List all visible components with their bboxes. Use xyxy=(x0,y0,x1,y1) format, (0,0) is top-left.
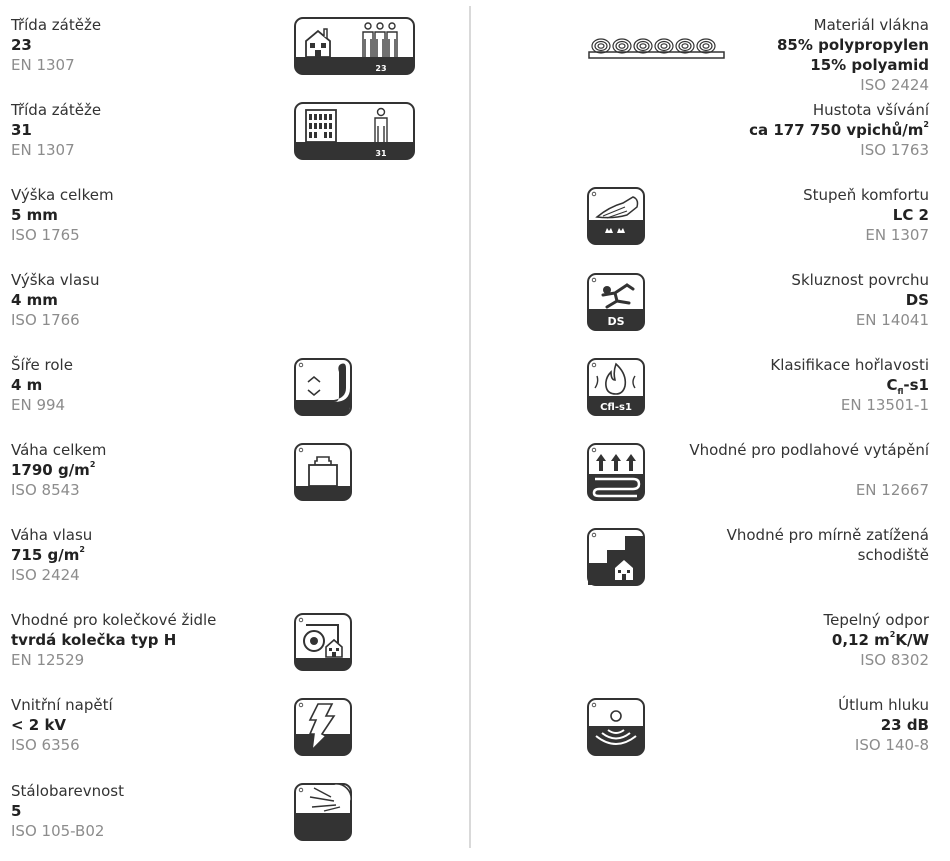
spec-fire-class xyxy=(770,355,929,415)
spec-standard: ISO 6356 xyxy=(11,736,80,754)
spec-total-height xyxy=(11,185,114,245)
fire-class-icon xyxy=(587,358,645,416)
spec-standard: EN 1307 xyxy=(865,226,929,244)
spec-value: 23 dB xyxy=(880,716,929,734)
spec-standard: ISO 2424 xyxy=(860,76,929,94)
spec-value: 31 xyxy=(11,121,32,139)
spec-pile-weight xyxy=(11,525,92,585)
spec-label: Vhodné pro kolečkové židle xyxy=(11,611,217,629)
spec-stairs xyxy=(727,525,929,565)
spec-value: 1790 $g/m^2$ xyxy=(11,460,96,479)
spec-comfort-level xyxy=(803,185,929,245)
column-divider xyxy=(469,6,471,848)
spec-value: 0,12 $m^2K/W$ xyxy=(831,630,929,649)
comfort-icon xyxy=(587,187,645,245)
spec-label: Třída zátěže xyxy=(11,101,102,119)
spec-standard: ISO 140-8 xyxy=(854,736,929,754)
spec-label: Výška celkem xyxy=(11,186,114,204)
spec-standard: EN 14041 xyxy=(855,311,929,329)
spec-value: 4 m xyxy=(11,376,43,394)
spec-use-class-residential xyxy=(11,15,101,75)
use-class-number: 31 xyxy=(375,149,387,158)
roll-width-icon xyxy=(294,358,352,416)
spec-standard: EN 1307 xyxy=(11,141,75,159)
spec-label: Šíře role xyxy=(11,356,73,374)
spec-value: 5 xyxy=(11,802,22,820)
spec-castor-chair xyxy=(11,610,216,670)
spec-label: Třída zátěže xyxy=(11,16,102,34)
underfloor-heating-icon xyxy=(587,443,645,501)
spec-value: 715 $g/m^2$ xyxy=(11,545,85,564)
commercial-use-class-icon xyxy=(294,102,415,160)
spec-standard: ISO 2424 xyxy=(11,566,80,584)
spec-total-weight xyxy=(11,440,106,500)
fire-class-text: Cfl-s1 xyxy=(600,402,632,413)
spec-label: Stupeň komfortu xyxy=(803,186,929,204)
stairs-icon xyxy=(587,528,645,586)
spec-value: ca 177 750 vpichů/$m^2$ xyxy=(749,120,929,139)
spec-standard: ISO 8302 xyxy=(860,651,929,669)
spec-standard: ISO 1766 xyxy=(11,311,80,329)
spec-value: tvrdá kolečka typ H xyxy=(11,631,177,649)
spec-value: DS xyxy=(905,291,929,309)
spec-standard: ISO 1765 xyxy=(11,226,80,244)
spec-label: Materiál vlákna xyxy=(813,16,929,34)
spec-standard: EN 12667 xyxy=(855,481,929,499)
spec-standard: ISO 8543 xyxy=(11,481,80,499)
spec-standard: EN 13501-1 xyxy=(840,396,929,414)
spec-label: Vhodné pro mírně zatížená xyxy=(726,526,929,544)
fiber-loops-icon xyxy=(588,30,725,62)
residential-use-class-icon xyxy=(294,17,415,75)
spec-label-secondary: schodiště xyxy=(857,546,929,564)
spec-value: $C_{fl}-s1$ xyxy=(886,376,929,396)
spec-label: Vhodné pro podlahové vytápění xyxy=(689,441,929,459)
spec-label: Útlum hluku xyxy=(838,696,929,714)
spec-label: Vnitřní napětí xyxy=(11,696,113,714)
spec-value: 23 xyxy=(11,36,32,54)
spec-standard: EN 1307 xyxy=(11,56,75,74)
spec-use-class-commercial xyxy=(11,100,101,160)
spec-color-fastness xyxy=(11,781,124,841)
spec-tuft-density xyxy=(749,100,929,160)
spec-value: LC 2 xyxy=(892,206,929,224)
spec-value: < 2 kV xyxy=(11,716,67,734)
spec-value-secondary: 15% polyamid xyxy=(810,56,929,74)
spec-label: Klasifikace hořlavosti xyxy=(770,356,929,374)
spec-sound-absorption xyxy=(838,695,929,755)
weight-icon xyxy=(294,443,352,501)
slip-class-text: DS xyxy=(607,315,625,328)
light-fastness-icon xyxy=(294,783,352,841)
spec-label: Skluznost povrchu xyxy=(791,271,929,289)
spec-roll-width xyxy=(11,355,73,415)
spec-standard: EN 12529 xyxy=(11,651,85,669)
electrostatic-icon xyxy=(294,698,352,756)
spec-label: Stálobarevnost xyxy=(11,782,124,800)
use-class-number: 23 xyxy=(375,64,387,73)
spec-label: Váha celkem xyxy=(11,441,107,459)
sound-absorption-icon xyxy=(587,698,645,756)
spec-value-empty xyxy=(689,460,929,480)
spec-value: 85% polypropylen xyxy=(776,36,929,54)
castor-chair-icon xyxy=(294,613,352,671)
spec-label: Tepelný odpor xyxy=(823,611,929,629)
spec-label: Výška vlasu xyxy=(11,271,100,289)
spec-thermal-resistance xyxy=(824,610,929,670)
spec-underfloor-heating xyxy=(689,440,929,500)
spec-slip-resistance xyxy=(791,270,929,330)
spec-standard: ISO 105-B02 xyxy=(11,822,105,840)
spec-fiber-material xyxy=(777,15,929,95)
spec-label: Hustota všívání xyxy=(812,101,929,119)
spec-label: Váha vlasu xyxy=(11,526,93,544)
spec-value: 4 mm xyxy=(11,291,58,309)
spec-standard: EN 994 xyxy=(11,396,66,414)
spec-electrostatic xyxy=(11,695,113,755)
slip-resistance-icon xyxy=(587,273,645,331)
spec-value: 5 mm xyxy=(11,206,58,224)
spec-pile-height xyxy=(11,270,100,330)
spec-standard: ISO 1763 xyxy=(860,141,929,159)
